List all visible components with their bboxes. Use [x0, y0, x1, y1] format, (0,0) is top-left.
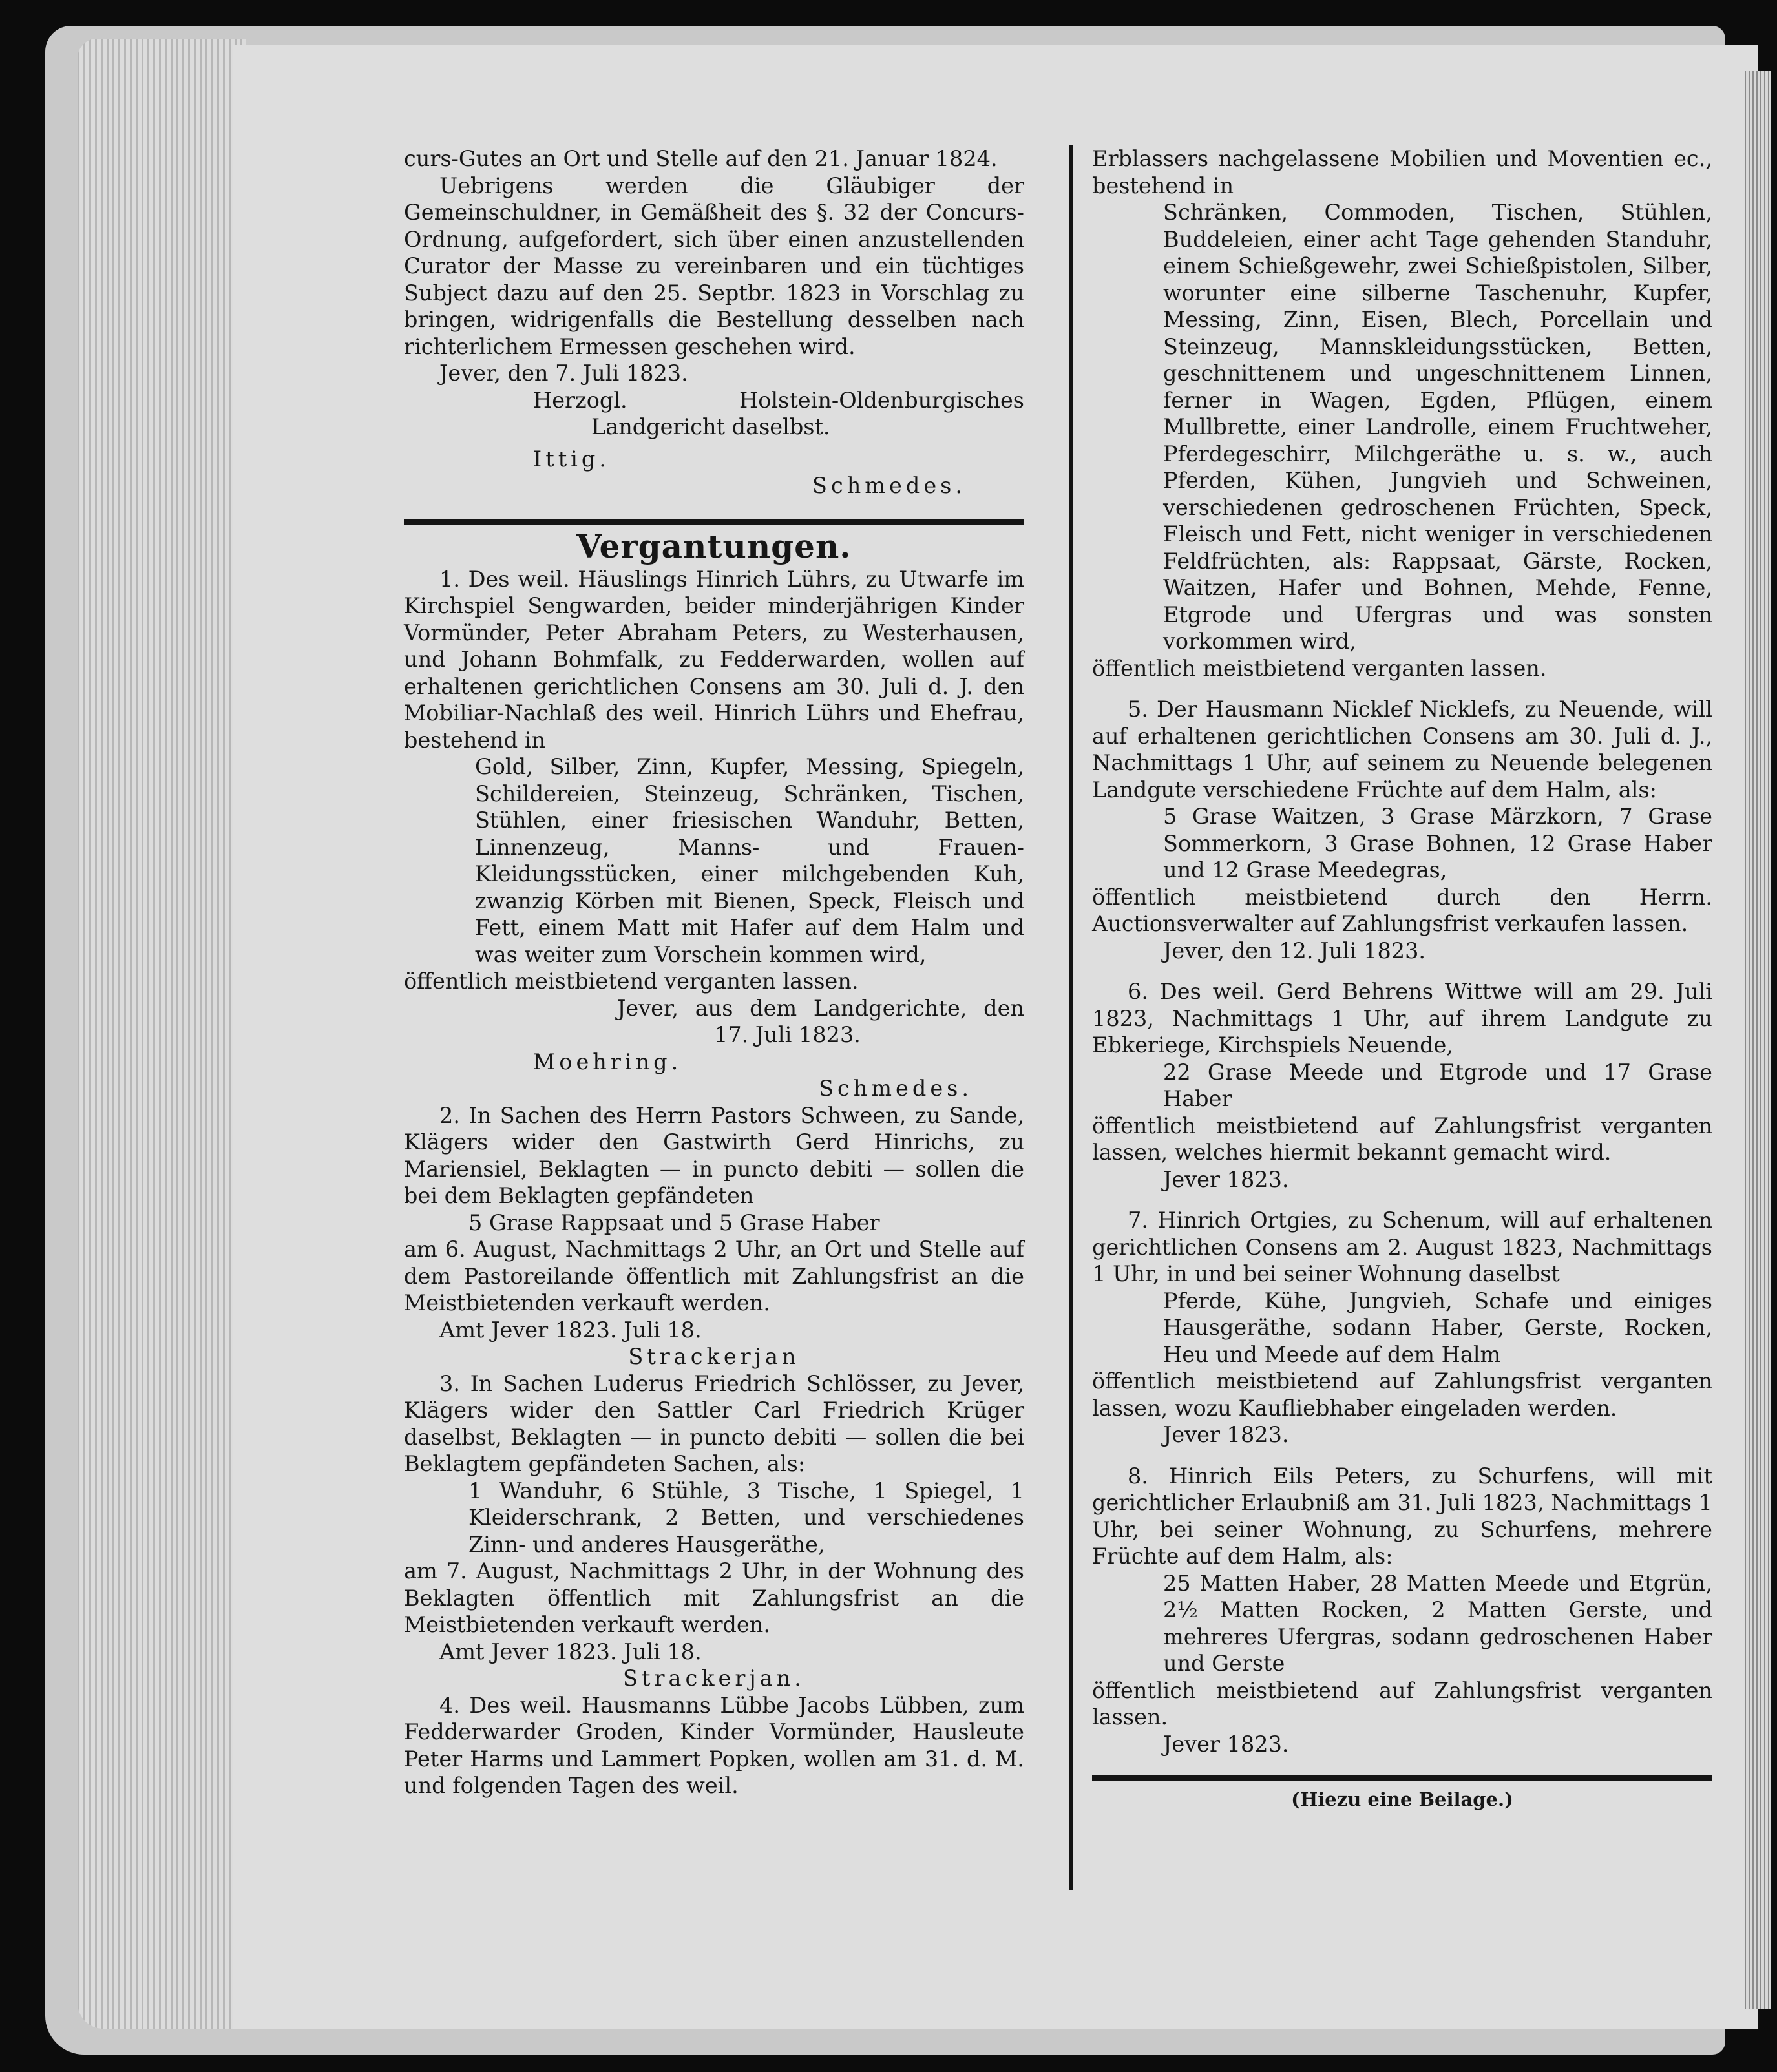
continued-text: curs-Gutes an Ort und Stelle auf den 21. Januar 1824.: [404, 146, 998, 171]
signature: Schmedes.: [819, 1076, 973, 1101]
notice-2-date: Amt Jever 1823. Juli 18.: [439, 1317, 702, 1343]
dateline: Jever, den 7. Juli 1823.: [439, 361, 688, 386]
notice-1-end: öffentlich meistbietend verganten lassen.: [404, 968, 859, 994]
notice-7-date: Jever 1823.: [1163, 1422, 1289, 1447]
notice-6-items: 22 Grase Meede und Etgrode und 17 Grase Haber: [1163, 1059, 1712, 1111]
signature: Strackerjan.: [623, 1666, 805, 1691]
notice-4-end: öffentlich meistbietend verganten lassen.: [1092, 655, 1547, 681]
notice-8-date: Jever 1823.: [1163, 1731, 1289, 1757]
notice-6-date: Jever 1823.: [1163, 1166, 1289, 1192]
notice-7-rest: öffentlich meistbietend auf Zahlungsfrist verganten lassen, wozu Kaufliebhaber eingeladen werden.: [1092, 1368, 1712, 1421]
notice-8-items: 25 Matten Haber, 28 Matten Meede und Etgrün, 2½ Matten Rocken, 2 Matten Gerste, und mehreres Ufergras, sodann gedroschenen Haber und Gerste: [1163, 1570, 1712, 1676]
notice-7-items: Pferde, Kühe, Jungvieh, Schafe und einiges Hausgeräthe, sodann Haber, Gerste, Rocken, Heu und Meede auf dem Halm: [1163, 1288, 1712, 1367]
notice-3-rest: am 7. August, Nachmittags 2 Uhr, in der Wohnung des Beklagten öffentlich mit Zahlungsfrist an die Meistbietenden verkauft werden.: [404, 1558, 1024, 1637]
notice-2-items: 5 Grase Rappsaat und 5 Grase Haber: [468, 1209, 880, 1235]
notice-3-date: Amt Jever 1823. Juli 18.: [439, 1638, 702, 1664]
notice-1-items: Gold, Silber, Zinn, Kupfer, Messing, Spiegeln, Schildereien, Steinzeug, Schränken, Tischen, Stühlen, einer friesischen Wanduhr, Betten, Linnenzeug, Manns- und Frauen-Kleidungsstücken, einer milchgebenden Kuh, zwanzig Körben mit Bienen, Speck, Fleisch und Fett, einem Matt mit Hafer auf dem Halm und was weiter zum Vorschein kommen wird,: [475, 754, 1024, 967]
notice-3-intro: 3. In Sachen Luderus Friedrich Schlösser, zu Jever, Klägers wider den Sattler Carl Friedrich Krüger daselbst, Beklagten — in puncto debiti — sollen die bei Beklagtem gepfändeten Sachen, als:: [404, 1370, 1024, 1476]
court-name: Herzogl. Holstein-Oldenburgisches Landgericht daselbst.: [533, 387, 1024, 439]
section-heading: Vergantungen.: [576, 527, 852, 565]
signature: Strackerjan: [628, 1344, 800, 1369]
notice-7-intro: 7. Hinrich Ortgies, zu Schenum, will auf erhaltenen gerichtlichen Consens am 2. August 1823, Nachmittags 1 Uhr, in und bei seiner Wohnung daselbst: [1092, 1208, 1712, 1286]
notice-1-intro: 1. Des weil. Häuslings Hinrich Lührs, zu Utwarfe im Kirchspiel Sengwarden, beider minderjährigen Kinder Vormünder, Peter Abraham Peters, zu Westerhausen, und Johann Bohmfalk, zu Fedderwarden, wollen auf erhaltenen gerichtlichen Consens am 30. Juli d. J. den Mobiliar-Nachlaß des weil. Hinrich Lührs und Ehefrau, bestehend in: [404, 566, 1024, 753]
notice-1-date: Jever, aus dem Landgerichte, den 17. Juli 1823.: [617, 995, 1024, 1047]
closing-rule: [1092, 1775, 1712, 1781]
notice-4-items: Schränken, Commoden, Tischen, Stühlen, Buddeleien, einer acht Tage gehenden Standuhr, einem Schießgewehr, zwei Schießpistolen, Silber, worunter eine silberne Taschenuhr, Kupfer, Messing, Zinn, Eisen, Blech, Porcellain und Steinzeug, Mannskleidungsstücken, Betten, geschnittenem und ungeschnittenem Linnen, ferner in Wagen, Egden, Pflügen, einem Mullbrette, einer Landrolle, einem Fruchtweher, Pferdegeschirr, Milchgeräthe u. s. w., auch Pferden, Kühen, Jungvieh und Schweinen, verschiedenen gedroschenen Früchten, Speck, Fleisch und Fett, nicht weniger in verschiedenen Feldfrüchten, als: Rappsaat, Gärste, Rocken, Waitzen, Hafer und Bohnen, Mehde, Fenne, Etgrode und Ufergras und was sonsten vorkommen wird,: [1163, 200, 1712, 654]
signature: Ittig.: [533, 446, 610, 472]
signature: Moehring.: [533, 1049, 682, 1074]
signature: Schmedes.: [812, 473, 966, 498]
notice-2-rest: am 6. August, Nachmittags 2 Uhr, an Ort und Stelle auf dem Pastoreilande öffentlich mit Zahlungsfrist an die Meistbietenden verkauft werden.: [404, 1237, 1024, 1315]
notice-8-rest: öffentlich meistbietend auf Zahlungsfrist verganten lassen.: [1092, 1677, 1712, 1730]
notice-5-items: 5 Grase Waitzen, 3 Grase Märzkorn, 7 Grase Sommerkorn, 3 Grase Bohnen, 12 Grase Haber und 12 Grase Meedegras,: [1163, 804, 1712, 883]
column-divider: [1069, 145, 1073, 1890]
right-page-edges: [1745, 71, 1771, 2009]
right-column: [1092, 145, 1712, 1814]
notice-6-intro: 6. Des weil. Gerd Behrens Wittwe will am 29. Juli 1823, Nachmittags 1 Uhr, auf ihrem Landgute zu Ebkeriege, Kirchspiels Neuende,: [1092, 979, 1712, 1058]
section-rule: [404, 519, 1024, 525]
notice-6-rest: öffentlich meistbietend auf Zahlungsfrist verganten lassen, welches hiermit bekannt gemacht wird.: [1092, 1113, 1712, 1165]
notice-5-rest: öffentlich meistbietend durch den Herrn. Auctionsverwalter auf Zahlungsfrist verkaufen lassen.: [1092, 884, 1712, 936]
notice-5-date: Jever, den 12. Juli 1823.: [1163, 937, 1426, 963]
notice-2-intro: 2. In Sachen des Herrn Pastors Schween, zu Sande, Klägers wider den Gastwirth Gerd Hinrichs, zu Mariensiel, Beklagten — in puncto debiti — sollen die bei dem Beklagten gepfändeten: [404, 1102, 1024, 1208]
notice-8-intro: 8. Hinrich Eils Peters, zu Schurfens, will mit gerichtlicher Erlaubniß am 31. Juli 1823, Nachmittags 1 Uhr, bei seiner Wohnung, zu Schurfens, mehrere Früchte auf dem Halm, als:: [1092, 1463, 1712, 1569]
notice-4-intro: 4. Des weil. Hausmanns Lübbe Jacobs Lübben, zum Fedderwarder Groden, Kinder Vormünder, Hausleute Peter Harms und Lammert Popken, wollen am 31. d. M. und folgenden Tagen des weil.: [404, 1692, 1024, 1798]
notice-5-intro: 5. Der Hausmann Nicklef Nicklefs, zu Neuende, will auf erhaltenen gerichtlichen Consens am 30. Juli d. J., Nachmittags 1 Uhr, auf seinem zu Neuende belegenen Landgute verschiedene Früchte auf dem Halm, als:: [1092, 696, 1712, 802]
paragraph: Uebrigens werden die Gläubiger der Gemeinschuldner, in Gemäßheit des §. 32 der Concurs-Ordnung, aufgefordert, sich über einen anzustellenden Curator der Masse zu vereinbaren und ein tüchtiges Subject dazu auf den 25. Septbr. 1823 in Vorschlag zu bringen, widrigenfalls die Bestellung desselben nach richterlichem Ermessen geschehen wird.: [404, 173, 1024, 359]
page-edges: [78, 39, 246, 2029]
notice-4-continued: Erblassers nachgelassene Mobilien und Moventien ec., bestehend in: [1092, 146, 1712, 198]
left-column: [404, 145, 1024, 1799]
notice-3-items: 1 Wanduhr, 6 Stühle, 3 Tische, 1 Spiegel, 1 Kleiderschrank, 2 Betten, und verschiedenes Zinn- und anderes Hausgeräthe,: [468, 1478, 1024, 1557]
supplement-note: (Hiezu eine Beilage.): [1291, 1788, 1513, 1810]
